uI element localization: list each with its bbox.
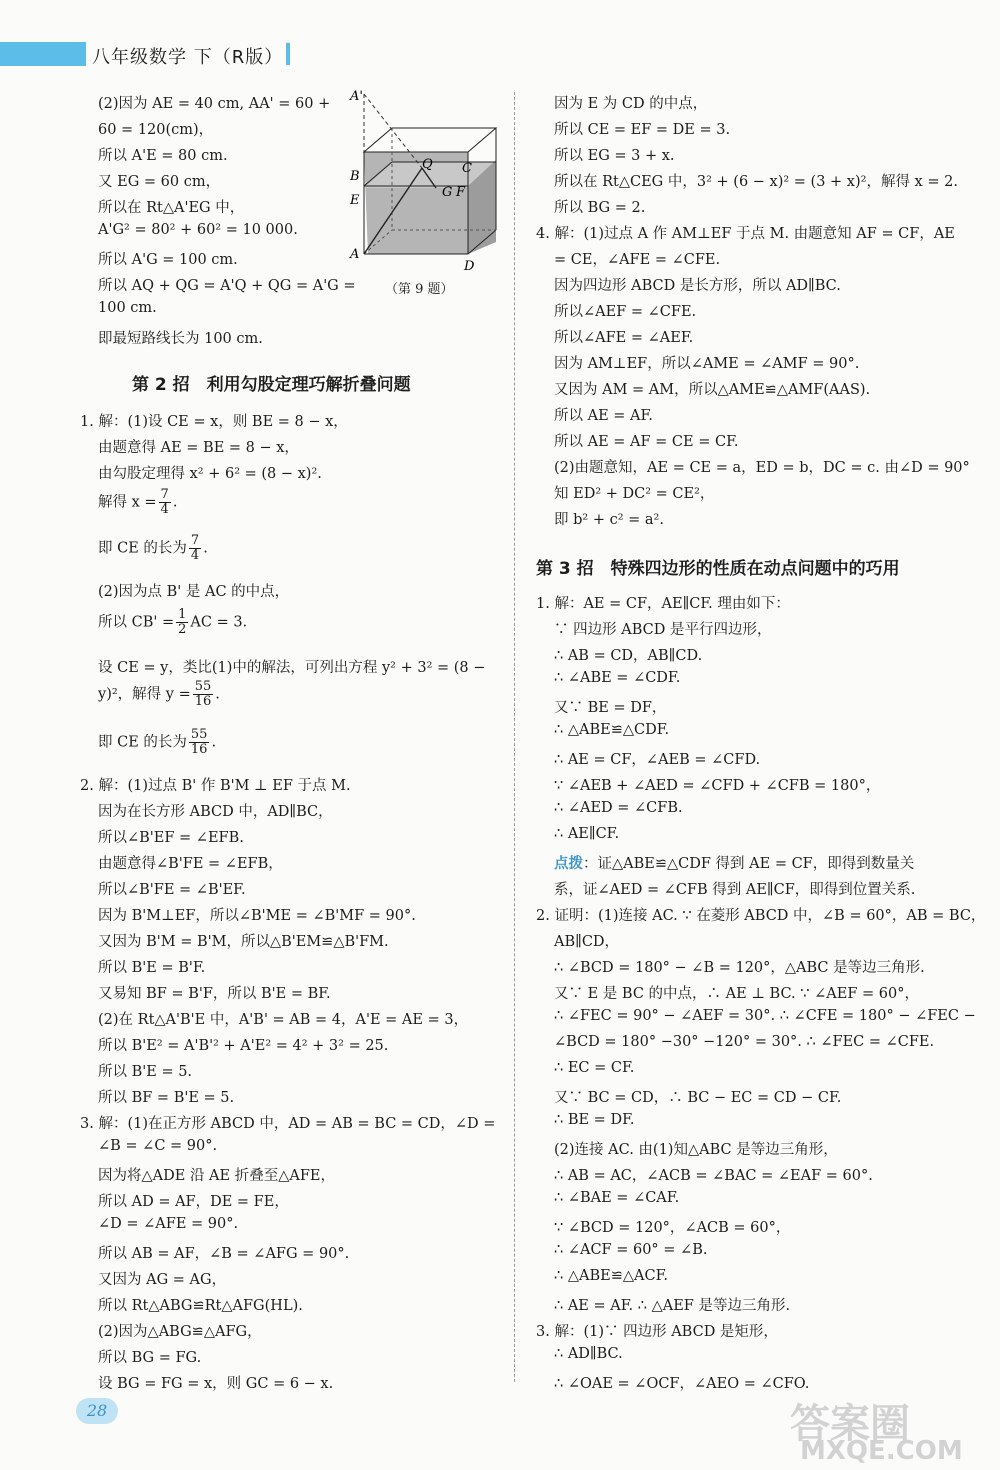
column-divider [514,92,515,1382]
text-line: A'G² = 80² + 60² = 10 000. [98,222,298,238]
fraction-line: 解得 x = $\frac{7}{4}$ . [98,487,178,517]
watermark-url: MXQE.COM [800,1436,963,1466]
text-line: 因为 B'M⊥EF，所以∠B'ME = ∠B'MF = 90°. [98,908,416,924]
text-line: 3. 解：(1)∵ 四边形 ABCD 是矩形， [536,1324,778,1340]
text-line: ∴ AE∥CF. [554,826,620,842]
text-line: 又因为 AG = AG， [98,1272,227,1288]
label-a: A [350,247,360,262]
text-line: ∠B = ∠C = 90°. [98,1138,218,1154]
text-line: 所以在 Rt△CEG 中，3² + (6 − x)² = (3 + x)²，解得 x = 2. [554,174,958,190]
text-line: 所以 AE = AF = CE = CF. [554,434,739,450]
text-line: 即最短路线长为 100 cm. [98,331,263,347]
fraction-line: 即 CE 的长为 $\frac{55}{16}$ . [98,727,217,757]
text-line: ∵ ∠AEB + ∠AED = ∠CFD + ∠CFB = 180°， [554,778,881,794]
text-line: 所以 CE = EF = DE = 3. [554,122,731,138]
text-line: = CE，∠AFE = ∠CFE. [554,252,721,268]
text-line: 所以 BG = FG. [98,1350,202,1366]
text-line: 因为四边形 ABCD 是长方形，所以 AD∥BC. [554,278,841,294]
text-line: ∴ ∠BCD = 180° − ∠B = 120°，△ABC 是等边三角形. [554,960,925,976]
text-line: AB∥CD， [554,934,620,950]
text-line: ∠BCD = 180° −30° −120° = 30°. ∴ ∠FEC = ∠CFE. [554,1034,935,1050]
text-line: ∴ AE = CF，∠AEB = ∠CFD. [554,752,761,768]
text-line: 由题意得 AE = BE = 8 − x， [98,440,299,456]
label-e: E [350,193,360,208]
text-line: 所以 AD = AF，DE = FE， [98,1194,289,1210]
text-line: 又∵ E 是 BC 的中点，∴ AE ⊥ BC. ∵ ∠AEF = 60°， [554,986,919,1002]
text-line: 所以 EG = 3 + x. [554,148,675,164]
text-line: ∴ ∠OAE = ∠OCF，∠AEO = ∠CFO. [554,1376,810,1392]
text-line: 因为 AM⊥EF，所以∠AME = ∠AMF = 90°. [554,356,860,372]
text-line: 由题意得∠B'FE = ∠EFB， [98,856,283,872]
text-line: 所以 B'E = 5. [98,1064,193,1080]
text-line: 因为将△ADE 沿 AE 折叠至△AFE， [98,1168,335,1184]
text-line: 知 ED² + DC² = CE²， [554,486,715,502]
fraction: $\frac{7}{4}$ [190,533,200,563]
label-d: D [464,259,475,274]
text-line: 所以 Rt△ABG≌Rt△AFG(HL). [98,1298,303,1314]
text-line: ∠D = ∠AFE = 90°. [98,1216,239,1232]
text-line: 又因为 B'M = B'M，所以△B'EM≌△B'FM. [98,934,389,950]
label-g: G [442,185,453,200]
text-line: 4. 解：(1)过点 A 作 AM⊥EF 于点 M. 由题意知 AF = CF，AE [536,226,955,242]
text-line: 所以 AB = AF，∠B = ∠AFG = 90°. [98,1246,350,1262]
text-line: 1. 解：AE = CF，AE∥CF. 理由如下： [536,596,790,612]
text-line: 所以 BG = 2. [554,200,646,216]
text-line: (2)因为△ABG≌△AFG， [98,1324,262,1340]
text-line: ∴ EC = CF. [554,1060,635,1076]
text-line: 所以在 Rt△A'EG 中， [98,200,245,216]
fraction-line: 即 CE 的长为 $\frac{7}{4}$ . [98,533,208,563]
label-f: F [456,185,466,200]
text-line: 3. 解：(1)在正方形 ABCD 中，AD = AB = BC = CD，∠D = [80,1116,496,1132]
tip-tag: 点拨 [554,855,583,872]
header-color-bar [0,42,86,66]
left-column [80,0,500,1470]
text-line: 所以 BF = B'E = 5. [98,1090,235,1106]
text-line: 又∵ BE = DF， [554,700,667,716]
label-b: B [350,169,360,184]
text-line: (2)在 Rt△A'B'E 中，A'B' = AB = 4，A'E = AE = 3， [98,1012,469,1028]
watermark-logo: 答案圈 [790,1401,910,1447]
text-line: (2)因为 AE = 40 cm, AA' = 60 + [98,96,331,112]
text-line: ∴ AB = AC，∠ACB = ∠BAC = ∠EAF = 60°. [554,1168,873,1184]
text-line: 设 BG = FG = x，则 GC = 6 − x. [98,1376,334,1392]
text-line: (2)由题意知，AE = CE = a，ED = b，DC = c. 由∠D = 90° [554,460,970,476]
text-line: 即 b² + c² = a². [554,512,664,528]
text-line: ∴ ∠FEC = 90° − ∠AEF = 30°. ∴ ∠CFE = 180° − ∠FEC − [554,1008,976,1024]
text-line: ∴ △ABE≌△CDF. [554,722,670,738]
page-number: 28 [76,1398,118,1424]
text-line: 所以 A'E = 80 cm. [98,148,228,164]
text-line: ∴ ∠ABE = ∠CDF. [554,670,681,686]
label-c: C [462,161,472,176]
header-title: 八年级数学 下（R版） [92,47,284,68]
text-line: 所以∠B'EF = ∠EFB. [98,830,244,846]
figure-caption: （第 9 题） [385,282,454,297]
fraction-line: y)²，解得 y = $\frac{55}{16}$ . [98,679,220,709]
text-line: 所以 A'G = 100 cm. [98,252,238,268]
fraction-line: 所以 CB' = $\frac{1}{2}$ AC = 3. [98,607,248,637]
text-line: 由勾股定理得 x² + 6² = (8 − x)². [98,466,322,482]
fraction: $\frac{55}{16}$ [194,679,212,709]
text-line: ∴ ∠AED = ∠CFB. [554,800,683,816]
text-line: (2)因为点 B' 是 AC 的中点， [98,584,290,600]
text-line: ∴ AD∥BC. [554,1346,623,1362]
text-line: 所以 B'E² = A'B'² + A'E² = 4² + 3² = 25. [98,1038,389,1054]
text-line: ∴ △ABE≌△ACF. [554,1268,668,1284]
text-line: (2)连接 AC. 由(1)知△ABC 是等边三角形， [554,1142,838,1158]
right-column [536,0,986,1470]
text-line: 又∵ BC = CD，∴ BC − EC = CD − CF. [554,1090,842,1106]
text-line: 所以∠AEF = ∠CFE. [554,304,697,320]
text-line: ∴ ∠ACF = 60° = ∠B. [554,1242,708,1258]
text-line: 所以∠AFE = ∠AEF. [554,330,694,346]
text-line: 1. 解：(1)设 CE = x，则 BE = 8 − x， [80,414,348,430]
text-line: ∴ AB = CD，AB∥CD. [554,648,703,664]
text-line: 2. 证明：(1)连接 AC. ∵ 在菱形 ABCD 中，∠B = 60°，AB = BC， [536,908,986,924]
text-line: 2. 解：(1)过点 B' 作 B'M ⊥ EF 于点 M. [80,778,351,794]
text-line: ∵ ∠BCD = 120°，∠ACB = 60°， [554,1220,791,1236]
text-line: ∴ AE = AF. ∴ △AEF 是等边三角形. [554,1298,791,1314]
fraction: $\frac{7}{4}$ [160,487,169,517]
label-a-prime: A' [350,89,363,104]
text-line: ∴ ∠BAE = ∠CAF. [554,1190,680,1206]
text-line: 设 CE = y，类比(1)中的解法，可列出方程 y² + 3² = (8 − [98,660,486,676]
text-line: 所以∠B'FE = ∠B'EF. [98,882,246,898]
text-line: ∴ BE = DF. [554,1112,635,1128]
section-heading: 第 2 招 利用勾股定理巧解折叠问题 [132,375,411,395]
tip-line: 点拨：证△ABE≌△CDF 得到 AE = CF，即得到数量关 [554,855,915,872]
text-line: 60 = 120(cm)， [98,122,214,138]
text-line: 所以 AQ + QG = A'Q + QG = A'G = [98,278,356,294]
text-line: 又 EG = 60 cm， [98,174,221,190]
text-line: 又因为 AM = AM，所以△AME≌△AMF(AAS). [554,382,871,398]
text-line: 所以 AE = AF. [554,408,653,424]
text-line: 因为在长方形 ABCD 中，AD∥BC， [98,804,333,820]
text-line: 所以 B'E = B'F. [98,960,206,976]
fraction: $\frac{55}{16}$ [190,727,208,757]
text-line: 因为 E 为 CD 的中点， [554,96,708,112]
text-line: 又易知 BF = B'F，所以 B'E = BF. [98,986,331,1002]
text-line: 100 cm. [98,300,157,316]
fraction: $\frac{1}{2}$ [178,607,187,637]
section-heading: 第 3 招 特殊四边形的性质在动点问题中的巧用 [536,559,900,579]
text-line: 系，证∠AED = ∠CFB 得到 AE∥CF，即得到位置关系. [554,882,916,898]
label-q: Q [422,157,433,172]
text-line: ∵ 四边形 ABCD 是平行四边形， [554,622,772,638]
